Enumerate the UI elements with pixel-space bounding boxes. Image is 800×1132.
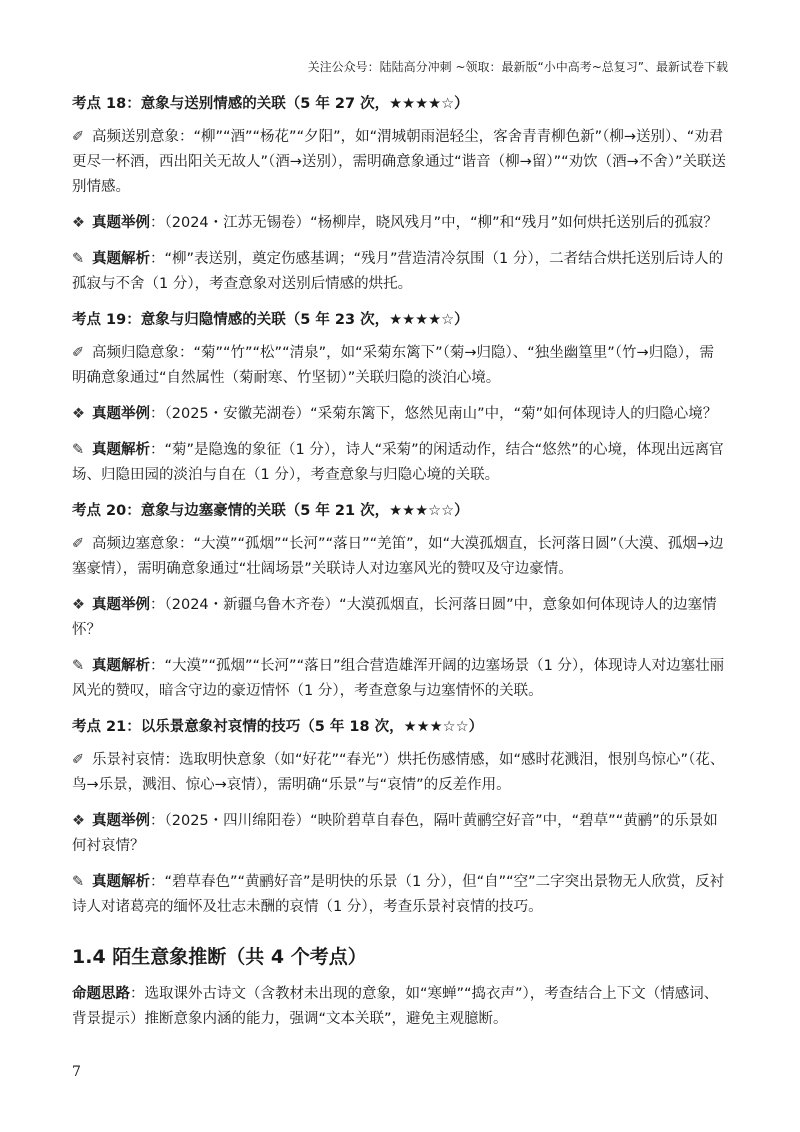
diamond-bullet-icon: ❖ (72, 813, 85, 829)
section-intro-text: ：选取课外古诗文（含教材未出现的意象，如“寒蝉”“捣衣声”），考查结合上下文（情感词、背景提示）推断意象内涵的能力，强调“文本关联”，避免主观臆断。 (72, 986, 719, 1027)
diamond-bullet-icon: ❖ (72, 597, 85, 613)
diamond-bullet-icon: ❖ (72, 215, 85, 231)
example-text: ：（2024・新疆乌鲁木齐卷）“大漠孤烟直，长河落日圆”中，意象如何体现诗人的边塞情怀？ (72, 597, 717, 638)
example-label: 真题举例 (92, 215, 150, 231)
analysis-text: ：“菊”是隐逸的象征（1 分），诗人“采菊”的闲适动作，结合“悠然”的心境，体现出远离官场、归隐田园的淡泊与自在（1 分），考查意象与归隐心境的关联。 (72, 442, 724, 483)
example-label: 真题举例 (92, 406, 150, 422)
analysis-text: ：“柳”表送别，奠定伤感基调；“残月”营造清冷氛围（1 分），二者结合烘托送别后诗人的孤寂与不舍（1 分），考查意象对送别后情感的烘托。 (72, 251, 724, 292)
intro-paragraph (72, 341, 728, 391)
intro-paragraph (72, 532, 728, 582)
pencil-icon: ✐ (72, 752, 85, 768)
pen-icon: ✎ (72, 658, 85, 674)
analysis-label: 真题解析 (92, 658, 150, 674)
example-text: ：（2025・四川绵阳卷）“映阶碧草自春色，隔叶黄鹂空好音”中，“碧草”“黄鹂”的乐景如何衬哀情？ (72, 813, 718, 854)
intro-text: 高频归隐意象：“菊”“竹”“松”“清泉”，如“采菊东篱下”（菊→归隐）、“独坐幽篁里”（竹→归隐），需明确意象通过“自然属性（菊耐寒、竹坚韧）”关联归隐的淡泊心境。 (72, 345, 714, 386)
pen-icon: ✎ (72, 874, 85, 890)
page-header: 关注公众号：陆陆高分冲刺 ~领取：最新版“小中高考~总复习”、最新试卷下载 (307, 60, 728, 74)
exam-point-title: 考点 19：意象与归隐情感的关联（5 年 23 次，★★★★☆） (72, 312, 469, 328)
analysis-label: 真题解析 (92, 442, 150, 458)
pencil-icon: ✐ (72, 129, 85, 145)
section-heading: 1.4 陌生意象推断（共 4 个考点） (72, 946, 367, 968)
exam-point-title: 考点 20：意象与边塞豪情的关联（5 年 21 次，★★★☆☆） (72, 503, 469, 519)
analysis-text: ：“大漠”“孤烟”“长河”“落日”组合营造雄浑开阔的边塞场景（1 分），体现诗人对边塞壮丽风光的赞叹，暗含守边的豪迈情怀（1 分），考查意象与边塞情怀的关联。 (72, 658, 725, 699)
analysis-label: 真题解析 (92, 251, 150, 267)
section-intro-paragraph (72, 982, 728, 1032)
intro-text: 乐景衬哀情：选取明快意象（如“好花”“春光”）烘托伤感情感，如“感时花溅泪，恨别鸟惊心”（花、鸟→乐景，溅泪、惊心→哀情），需明确“乐景”与“哀情”的反差作用。 (72, 752, 725, 793)
pen-icon: ✎ (72, 251, 85, 267)
example-label: 真题举例 (92, 597, 150, 613)
example-paragraph (72, 211, 728, 236)
intro-paragraph (72, 748, 728, 798)
intro-paragraph (72, 125, 728, 200)
analysis-label: 真题解析 (92, 874, 150, 890)
exam-point-20 (72, 499, 728, 704)
main-content (72, 92, 728, 1043)
diamond-bullet-icon: ❖ (72, 406, 85, 422)
pen-icon: ✎ (72, 442, 85, 458)
analysis-paragraph (72, 438, 728, 488)
intro-text: 高频送别意象：“柳”“酒”“杨花”“夕阳”，如“渭城朝雨浥轻尘，客舍青青柳色新”（柳→送别）、“劝君更尽一杯酒，西出阳关无故人”（酒→送别），需明确意象通过“谐音（柳→留）”“劝饮（酒→不舍）”关联送别情感。 (72, 129, 727, 195)
pencil-icon: ✐ (72, 536, 85, 552)
exam-point-19 (72, 308, 728, 488)
pencil-icon: ✐ (72, 345, 85, 361)
analysis-paragraph (72, 654, 728, 704)
example-paragraph (72, 593, 728, 643)
exam-point-21 (72, 715, 728, 920)
exam-point-title: 考点 21：以乐景意象衬哀情的技巧（5 年 18 次，★★★☆☆） (72, 719, 484, 735)
page-number: 7 (72, 1064, 81, 1080)
exam-point-title: 考点 18：意象与送别情感的关联（5 年 27 次，★★★★☆） (72, 96, 469, 112)
exam-point-18 (72, 92, 728, 297)
example-text: ：（2024・江苏无锡卷）“杨柳岸，晓风残月”中，“柳”和“残月”如何烘托送别后的孤寂？ (150, 215, 718, 231)
section-intro-label: 命题思路 (72, 986, 130, 1002)
example-paragraph (72, 809, 728, 859)
example-text: ：（2025・安徽芜湖卷）“采菊东篱下，悠然见南山”中，“菊”如何体现诗人的归隐心境？ (150, 406, 718, 422)
intro-text: 高频边塞意象：“大漠”“孤烟”“长河”“落日”“羌笛”，如“大漠孤烟直，长河落日圆”（大漠、孤烟→边塞豪情），需明确意象通过“壮阔场景”关联诗人对边塞风光的赞叹及守边豪情。 (72, 536, 724, 577)
analysis-text: ：“碧草春色”“黄鹂好音”是明快的乐景（1 分），但“自”“空”二字突出景物无人欣赏，反衬诗人对诸葛亮的缅怀及壮志未酬的哀情（1 分），考查乐景衬哀情的技巧。 (72, 874, 725, 915)
analysis-paragraph (72, 247, 728, 297)
example-label: 真题举例 (92, 813, 150, 829)
analysis-paragraph (72, 870, 728, 920)
example-paragraph (72, 402, 728, 427)
